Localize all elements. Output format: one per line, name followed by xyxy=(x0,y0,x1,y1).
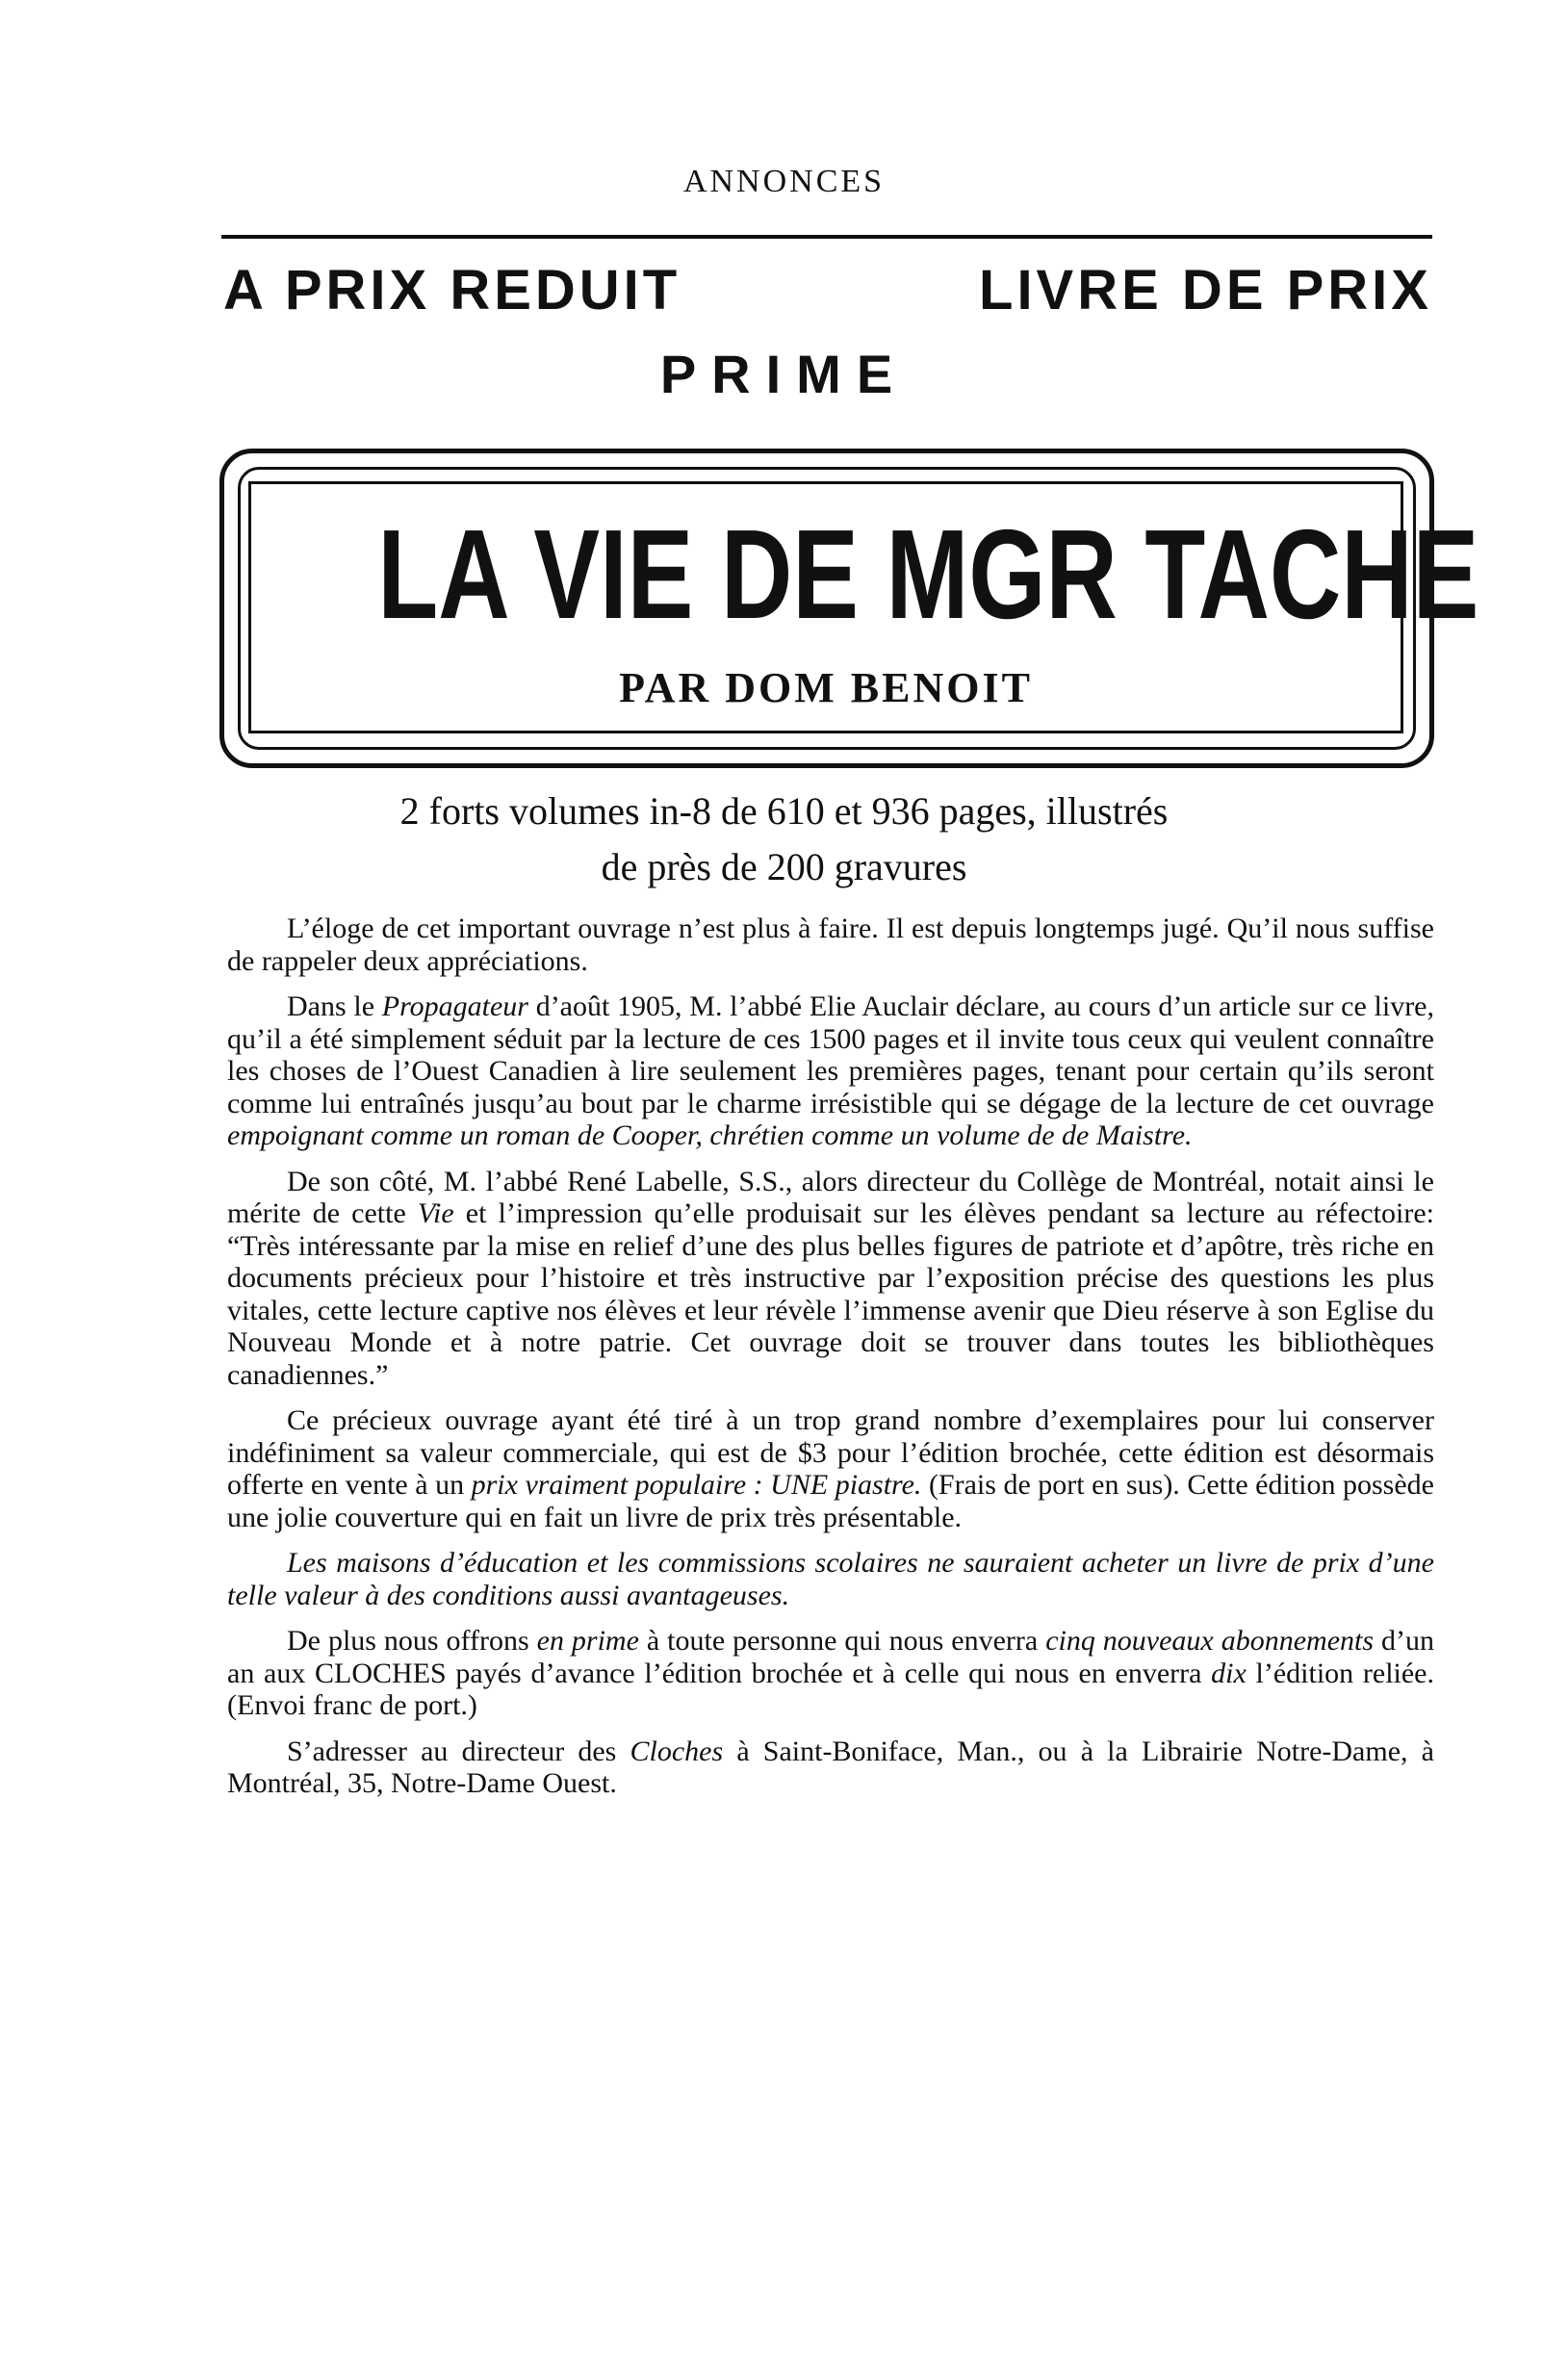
title-box xyxy=(248,481,1479,733)
italic-text: en prime xyxy=(536,1625,639,1657)
italic-text: Les maisons d’éducation et les commissions scolaires ne sauraient acheter un livre de prix d’une telle valeur à des conditions aussi avantageuses. xyxy=(227,1547,1434,1611)
paragraph-text: à toute personne qui nous enverra xyxy=(638,1625,1046,1657)
paragraph-prime xyxy=(227,1625,1434,1722)
running-head: ANNONCES xyxy=(682,164,886,199)
paragraph-text: d’un an aux CLOCHES payés d’avance l’édition brochée et à celle qui nous en enverra xyxy=(227,1625,1434,1689)
paragraph-text: De son côté, M. l’abbé René Labelle, S.S., alors directeur du Collège de Montréal, notait ainsi le mérite de cette xyxy=(227,1165,1434,1229)
paragraph-text: à Saint-Boniface, Man., ou à la Librairie Notre-Dame, à Montréal, 35, Notre-Dame Ouest. xyxy=(227,1735,1434,1799)
italic-text: cinq nouveaux abonnements xyxy=(1045,1625,1375,1657)
paragraph-text: l’édition reliée. (Envoi franc de port.) xyxy=(227,1657,1434,1721)
paragraph-text: d’août 1905, M. l’abbé Elie Auclair déclare, au cours d’un article sur ce livre, qu’il a été simplement séduit par la lecture de ces 1500 pages et il invite tous ceux qui veulent connaître les choses de l’Ouest Canadien à lire seulement les premières pages, tenant pour certain qu’ils seront comme lui entraînés jusqu’au bout par le charme irrésistible qui se dégage de la lecture de cet ouvrage xyxy=(227,990,1434,1119)
italic-text: dix xyxy=(1211,1657,1247,1689)
paragraph-text: et l’impression qu’elle produisait sur les élèves pendant sa lecture au réfectoire: “Très intéressante par la mise en relief d’une des plus belles figures de patriote et d’apôtre, très riche en documents précieux pour l’histoire et très instructive par l’exposition précise des questions les plus vitales, cette lecture captive nos élèves et leur révèle l’immense avenir que Dieu réserve à son Eglise du Nouveau Monde et à notre patrie. Cet ouvrage doit se trouver dans toutes les bibliothèques canadiennes.” xyxy=(227,1197,1434,1391)
top-rule xyxy=(221,235,1432,239)
subtitle-line-2: de près de 200 gravures xyxy=(601,845,967,888)
paragraph-contact xyxy=(227,1735,1434,1800)
italic-text: Cloches xyxy=(630,1735,724,1767)
paragraph-text: (Frais de port en sus). Cette édition possède une jolie couverture qui en fait un livre de prix très présentable. xyxy=(227,1469,1434,1533)
paragraph-text: Dans le xyxy=(287,990,382,1022)
italic-text: Vie xyxy=(417,1197,454,1229)
paragraph-text: L’éloge de cet important ouvrage n’est plus à faire. Il est depuis longtemps jugé. Qu’il nous suffise de rappeler deux appréciations. xyxy=(227,913,1434,977)
italic-text: empoignant comme un roman de Cooper, chrétien comme un volume de de Maistre. xyxy=(227,1119,1193,1151)
paragraph-intro xyxy=(227,913,1434,977)
promo-left: A PRIX REDUIT xyxy=(223,259,681,321)
paragraph-labelle xyxy=(227,1166,1434,1392)
paragraph-text: S’adresser au directeur des xyxy=(287,1735,630,1767)
promo-center: PRIME xyxy=(659,344,909,404)
italic-text: Propagateur xyxy=(381,990,528,1022)
book-author: PAR DOM BENOIT xyxy=(619,664,1033,711)
subtitle-line-1: 2 forts volumes in-8 de 610 et 936 pages, illustrés xyxy=(399,789,1169,833)
paragraph-text: De plus nous offrons xyxy=(287,1625,537,1657)
paragraph-text: Ce précieux ouvrage ayant été tiré à un trop grand nombre d’exemplaires pour lui conserver indéfiniment sa valeur commerciale, qui est de $3 pour l’édition brochée, cette édition est désormais offerte en vente à un xyxy=(227,1404,1434,1501)
promo-right: LIVRE DE PRIX xyxy=(979,259,1432,321)
paragraph-schools xyxy=(227,1547,1434,1611)
promo-row xyxy=(223,258,1432,322)
paragraph-propagateur xyxy=(227,990,1434,1152)
body-text xyxy=(227,913,1434,1813)
paragraph-offer xyxy=(227,1404,1434,1533)
italic-text: prix vraiment populaire : UNE piastre. xyxy=(471,1469,922,1501)
subtitle xyxy=(0,784,1568,895)
book-title: LA VIE DE MGR TACHE xyxy=(377,503,1479,645)
